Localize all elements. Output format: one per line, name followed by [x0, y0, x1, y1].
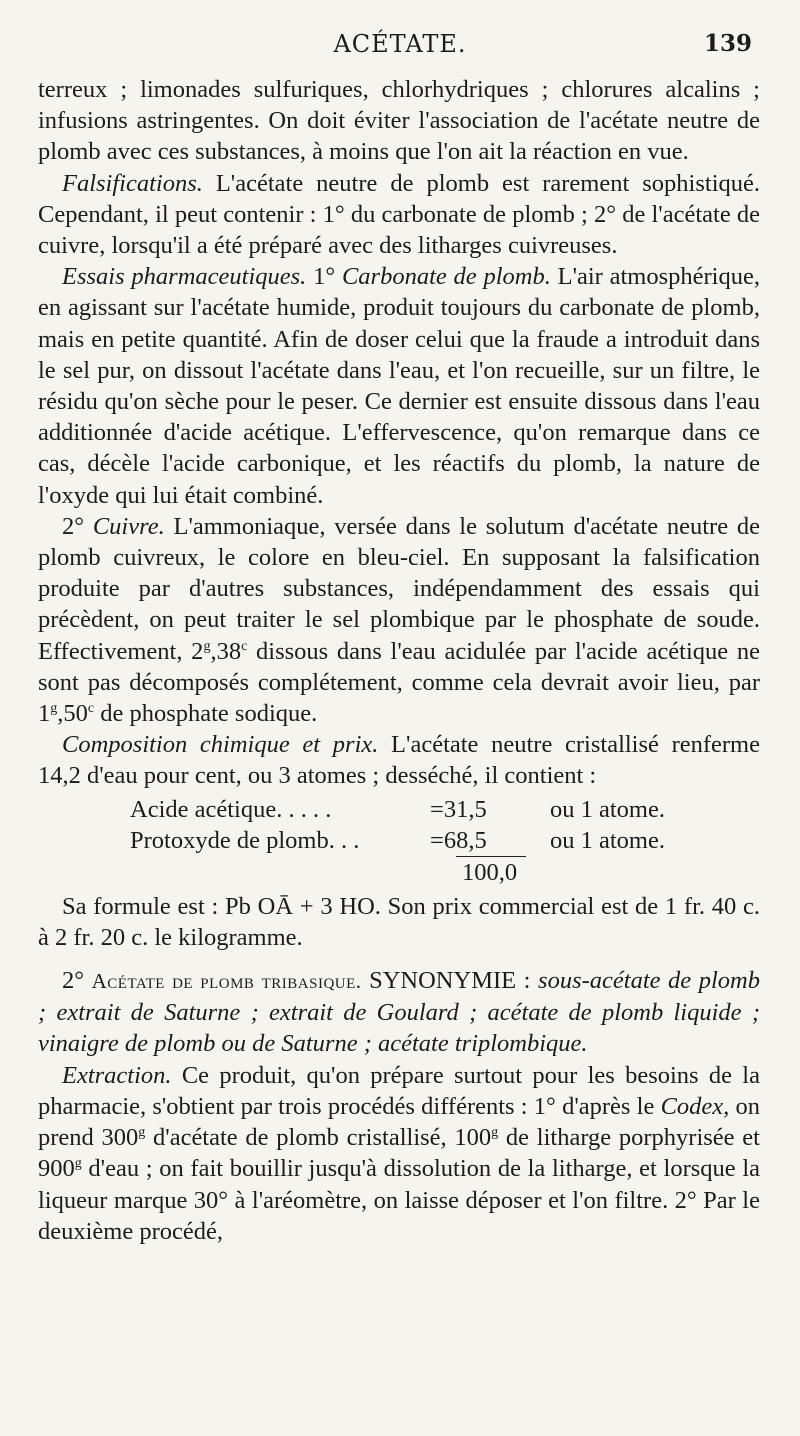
section-title-tribasique: Acétate de plomb tribasique.: [91, 969, 362, 994]
paragraph-text: ,50: [57, 700, 88, 728]
paragraph-formula: Sa formule est : Pb OĀ + 3 HO. Son prix commercial est de 1 fr. 40 c. à 2 fr. 20 c. le kilogramme.: [38, 892, 760, 951]
section-gap: [38, 953, 760, 965]
paragraph-cuivre: [38, 511, 760, 729]
page-number: 139: [703, 30, 752, 57]
paragraph-text: L'acétate neutre cristallisé renferme 14,2 d'eau pour cent, ou 3 atomes ; desséché, il contient :: [38, 731, 760, 790]
item-number: 1°: [306, 263, 342, 291]
component-value: =68,5: [430, 826, 487, 854]
section-heading-essais: Essais pharmaceutiques.: [62, 263, 307, 291]
subheading-carbonate: Carbonate de plomb.: [341, 263, 551, 291]
paragraph-tribasique: [38, 965, 760, 1060]
section-heading-falsifications: Falsifications.: [62, 169, 203, 197]
unit-superscript: c: [241, 638, 248, 654]
paragraph-text: dissous dans l'eau acidulée par l'acide acétique ne sont pas décomposés complétement, comme cela devrait avoir lieu, par 1: [38, 637, 760, 728]
paragraph-text: L'air atmosphérique, en agissant sur l'acétate humide, produit toujours du carbonate de plomb, mais en petite quantité. Afin de doser celui que la fraude a introduit dans le sel pur, on dissout l'acétate dans l'eau, et l'on recueille, sur un filtre, le résidu qu'on sèche pour le peser. Ce dernier est ensuite dissous dans l'eau additionnée d'acide acétique. L'effervescence, qu'on remarque dans ce cas, décèle l'acide carbonique, et les réactifs du plomb, la nature de l'oxyde qui lui était combiné.: [38, 263, 760, 509]
paragraph-text: de phosphate sodique.: [94, 700, 318, 728]
codex-reference: Codex,: [660, 1092, 730, 1120]
unit-superscript: g: [491, 1124, 499, 1140]
paragraph-composition: [38, 729, 760, 791]
paragraph-falsifications: [38, 168, 760, 262]
paragraph-text: d'acétate de plomb cristallisé, 100: [145, 1124, 492, 1152]
paragraph-text: ,38: [210, 637, 242, 665]
composition-total: 100,0: [462, 858, 518, 886]
paragraph-text: Ce produit, qu'on prépare surtout pour les besoins de la pharmacie, s'obtient par trois procédés différents : 1° d'après le: [38, 1061, 760, 1120]
unit-superscript: g: [203, 638, 211, 654]
paragraph-text: de litharge porphyrisée et 900: [38, 1124, 760, 1183]
paragraph-text: on prend 300: [38, 1092, 760, 1152]
paragraph-text: L'acétate neutre de plomb est rarement sophistiqué. Cependant, il peut contenir : 1° du carbonate de plomb ; 2° de l'acétate de cuivre, lorsqu'il a été préparé avec des litharges cuivreuses.: [38, 169, 760, 260]
composition-table: [38, 794, 760, 891]
subheading-cuivre: Cuivre.: [92, 512, 165, 540]
item-number: 2°: [62, 512, 93, 540]
unit-superscript: g: [50, 700, 58, 716]
paragraph-essais: [38, 261, 760, 511]
component-name: Acide acétique. . . . .: [130, 795, 332, 823]
synonymie-label: SYNONYMIE :: [361, 967, 539, 995]
body-text: [38, 74, 760, 1247]
page-header: [0, 30, 800, 64]
synonyms-text: sous-acétate de plomb ; extrait de Saturne ; extrait de Goulard ; acétate de plomb liquide ; vinaigre de plomb ou de Saturne ; acétate triplombique.: [38, 967, 760, 1058]
running-title: ACÉTATE.: [333, 30, 467, 58]
unit-superscript: g: [74, 1156, 82, 1172]
unit-superscript: c: [87, 700, 95, 716]
unit-superscript: g: [138, 1124, 146, 1140]
section-heading-composition: Composition chimique et prix.: [62, 731, 379, 759]
paragraph-text: d'eau ; on fait bouillir jusqu'à dissolution de la litharge, et lorsque la liqueur marque 30° à l'aréomètre, on laisse déposer et l'on filtre. 2° Par le deuxième procédé,: [38, 1155, 760, 1245]
composition-row: [38, 794, 760, 825]
paragraph-extraction: [38, 1060, 760, 1247]
item-number: 2°: [62, 967, 92, 995]
paragraph-continuation: terreux ; limonades sulfuriques, chlorhydriques ; chlorures alcalins ; infusions astringentes. On doit éviter l'association de l'acétate neutre de plomb avec ces substances, à moins que l'on ait la réaction en vue.: [38, 76, 760, 166]
component-atoms: ou 1 atome.: [550, 826, 665, 854]
section-heading-extraction: Extraction.: [62, 1061, 172, 1089]
composition-row: [38, 825, 760, 856]
component-name: Protoxyde de plomb. . .: [130, 826, 360, 854]
component-atoms: ou 1 atome.: [550, 795, 665, 823]
component-value: =31,5: [430, 795, 487, 823]
paragraph-text: L'ammoniaque, versée dans le solutum d'acétate neutre de plomb cuivreux, le colore en bleu-ciel. En supposant la falsification produite par d'autres substances, indépendamment des essais qui précèdent, on peut traiter le sel plombique par le phosphate de soude. Effectivement, 2: [38, 512, 760, 665]
